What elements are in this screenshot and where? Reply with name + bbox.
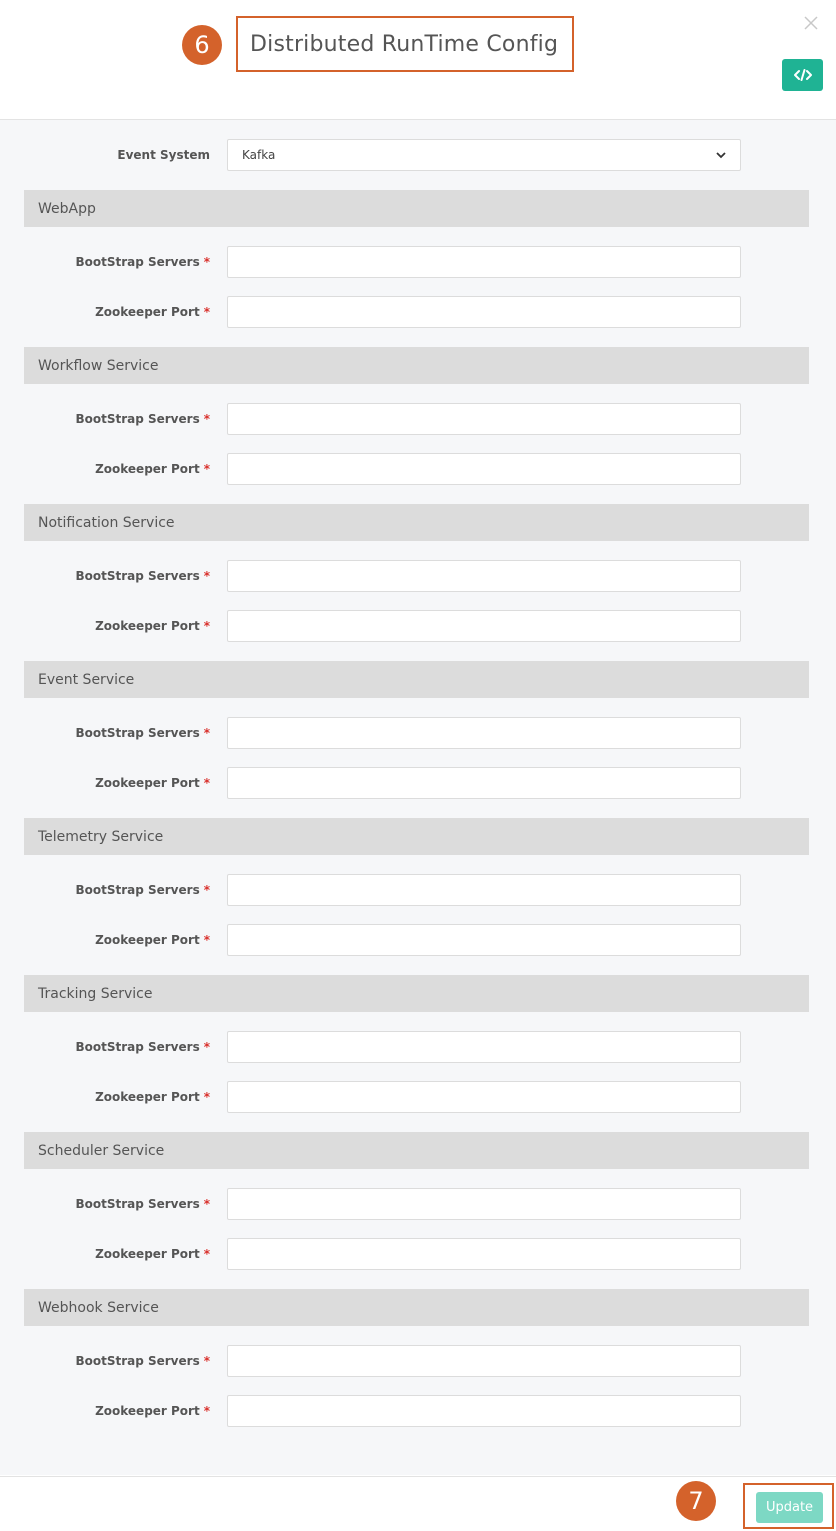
zookeeper-port-input[interactable] xyxy=(227,1081,741,1113)
section-title: Workflow Service xyxy=(38,357,159,374)
required-marker: * xyxy=(203,726,210,740)
zookeeper-port-input[interactable] xyxy=(227,296,741,328)
bootstrap-servers-label xyxy=(75,1031,210,1063)
bootstrap-servers-label xyxy=(75,403,210,435)
modal-header xyxy=(0,0,836,120)
zookeeper-port-input[interactable] xyxy=(227,453,741,485)
section-header xyxy=(24,975,809,1012)
zookeeper-port-input[interactable] xyxy=(227,1395,741,1427)
zookeeper-port-row xyxy=(0,1081,836,1113)
bootstrap-servers-row xyxy=(0,403,836,435)
event-system-label: Event System xyxy=(117,148,210,162)
bootstrap-servers-label-text: BootStrap Servers xyxy=(75,412,200,426)
zookeeper-port-label-text: Zookeeper Port xyxy=(95,462,200,476)
zookeeper-port-label xyxy=(95,767,210,799)
zookeeper-port-label xyxy=(95,1081,210,1113)
zookeeper-port-input[interactable] xyxy=(227,924,741,956)
zookeeper-port-label xyxy=(95,1395,210,1427)
bootstrap-servers-row xyxy=(0,1188,836,1220)
section-title: Event Service xyxy=(38,671,135,688)
zookeeper-port-label xyxy=(95,453,210,485)
event-system-value: Kafka xyxy=(242,148,276,162)
zookeeper-port-row xyxy=(0,924,836,956)
bootstrap-servers-label-text: BootStrap Servers xyxy=(75,1354,200,1368)
zookeeper-port-row xyxy=(0,1395,836,1427)
required-marker: * xyxy=(203,619,210,633)
bootstrap-servers-label xyxy=(75,874,210,906)
section-header xyxy=(24,347,809,384)
section-title: Webhook Service xyxy=(38,1299,159,1316)
zookeeper-port-label xyxy=(95,296,210,328)
page-title: Distributed RunTime Config xyxy=(250,31,559,57)
bootstrap-servers-input[interactable] xyxy=(227,717,741,749)
section-header xyxy=(24,190,809,227)
required-marker: * xyxy=(203,1197,210,1211)
bootstrap-servers-input[interactable] xyxy=(227,246,741,278)
required-marker: * xyxy=(203,1247,210,1261)
required-marker: * xyxy=(203,1354,210,1368)
required-marker: * xyxy=(203,255,210,269)
required-marker: * xyxy=(203,305,210,319)
bootstrap-servers-label-text: BootStrap Servers xyxy=(75,1197,200,1211)
section-title: Scheduler Service xyxy=(38,1142,165,1159)
zookeeper-port-label-text: Zookeeper Port xyxy=(95,619,200,633)
form-body xyxy=(0,120,836,1475)
zookeeper-port-label xyxy=(95,924,210,956)
bootstrap-servers-row xyxy=(0,560,836,592)
update-button[interactable]: Update xyxy=(756,1492,823,1523)
zookeeper-port-label-text: Zookeeper Port xyxy=(95,933,200,947)
zookeeper-port-input[interactable] xyxy=(227,767,741,799)
bootstrap-servers-input[interactable] xyxy=(227,560,741,592)
zookeeper-port-label-text: Zookeeper Port xyxy=(95,305,200,319)
bootstrap-servers-label-text: BootStrap Servers xyxy=(75,726,200,740)
bootstrap-servers-label xyxy=(75,560,210,592)
required-marker: * xyxy=(203,412,210,426)
required-marker: * xyxy=(203,1090,210,1104)
bootstrap-servers-label xyxy=(75,1188,210,1220)
bootstrap-servers-label xyxy=(75,246,210,278)
section-header xyxy=(24,818,809,855)
zookeeper-port-label-text: Zookeeper Port xyxy=(95,1404,200,1418)
close-button[interactable] xyxy=(800,12,822,34)
step-badge-7: 7 xyxy=(676,1481,716,1521)
section-header xyxy=(24,661,809,698)
bootstrap-servers-label-text: BootStrap Servers xyxy=(75,1040,200,1054)
required-marker: * xyxy=(203,883,210,897)
bootstrap-servers-row xyxy=(0,874,836,906)
zookeeper-port-input[interactable] xyxy=(227,610,741,642)
modal-footer xyxy=(0,1476,836,1531)
required-marker: * xyxy=(203,933,210,947)
zookeeper-port-row xyxy=(0,453,836,485)
bootstrap-servers-label-text: BootStrap Servers xyxy=(75,255,200,269)
zookeeper-port-label xyxy=(95,1238,210,1270)
bootstrap-servers-input[interactable] xyxy=(227,1031,741,1063)
required-marker: * xyxy=(203,1040,210,1054)
zookeeper-port-row xyxy=(0,1238,836,1270)
required-marker: * xyxy=(203,569,210,583)
zookeeper-port-label-text: Zookeeper Port xyxy=(95,1247,200,1261)
bootstrap-servers-input[interactable] xyxy=(227,874,741,906)
section-title: Telemetry Service xyxy=(38,828,164,845)
code-icon xyxy=(794,69,812,81)
zookeeper-port-input[interactable] xyxy=(227,1238,741,1270)
event-system-row xyxy=(0,139,836,171)
bootstrap-servers-row xyxy=(0,246,836,278)
required-marker: * xyxy=(203,776,210,790)
zookeeper-port-label-text: Zookeeper Port xyxy=(95,776,200,790)
section-title: WebApp xyxy=(38,200,96,217)
bootstrap-servers-input[interactable] xyxy=(227,1188,741,1220)
step-badge-6: 6 xyxy=(182,25,222,65)
zookeeper-port-row xyxy=(0,767,836,799)
bootstrap-servers-row xyxy=(0,1345,836,1377)
section-header xyxy=(24,1289,809,1326)
bootstrap-servers-label xyxy=(75,717,210,749)
section-header xyxy=(24,504,809,541)
bootstrap-servers-input[interactable] xyxy=(227,403,741,435)
zookeeper-port-label-text: Zookeeper Port xyxy=(95,1090,200,1104)
bootstrap-servers-label-text: BootStrap Servers xyxy=(75,569,200,583)
bootstrap-servers-label xyxy=(75,1345,210,1377)
bootstrap-servers-row xyxy=(0,717,836,749)
section-header xyxy=(24,1132,809,1169)
chevron-down-icon xyxy=(716,152,726,159)
zookeeper-port-row xyxy=(0,296,836,328)
required-marker: * xyxy=(203,462,210,476)
event-system-select[interactable] xyxy=(227,139,741,171)
zookeeper-port-row xyxy=(0,610,836,642)
title-annotation-box xyxy=(236,16,574,72)
bootstrap-servers-row xyxy=(0,1031,836,1063)
section-title: Tracking Service xyxy=(38,985,153,1002)
section-title: Notification Service xyxy=(38,514,175,531)
code-view-button[interactable] xyxy=(782,59,823,91)
bootstrap-servers-label-text: BootStrap Servers xyxy=(75,883,200,897)
required-marker: * xyxy=(203,1404,210,1418)
close-icon xyxy=(804,16,818,30)
bootstrap-servers-input[interactable] xyxy=(227,1345,741,1377)
zookeeper-port-label xyxy=(95,610,210,642)
